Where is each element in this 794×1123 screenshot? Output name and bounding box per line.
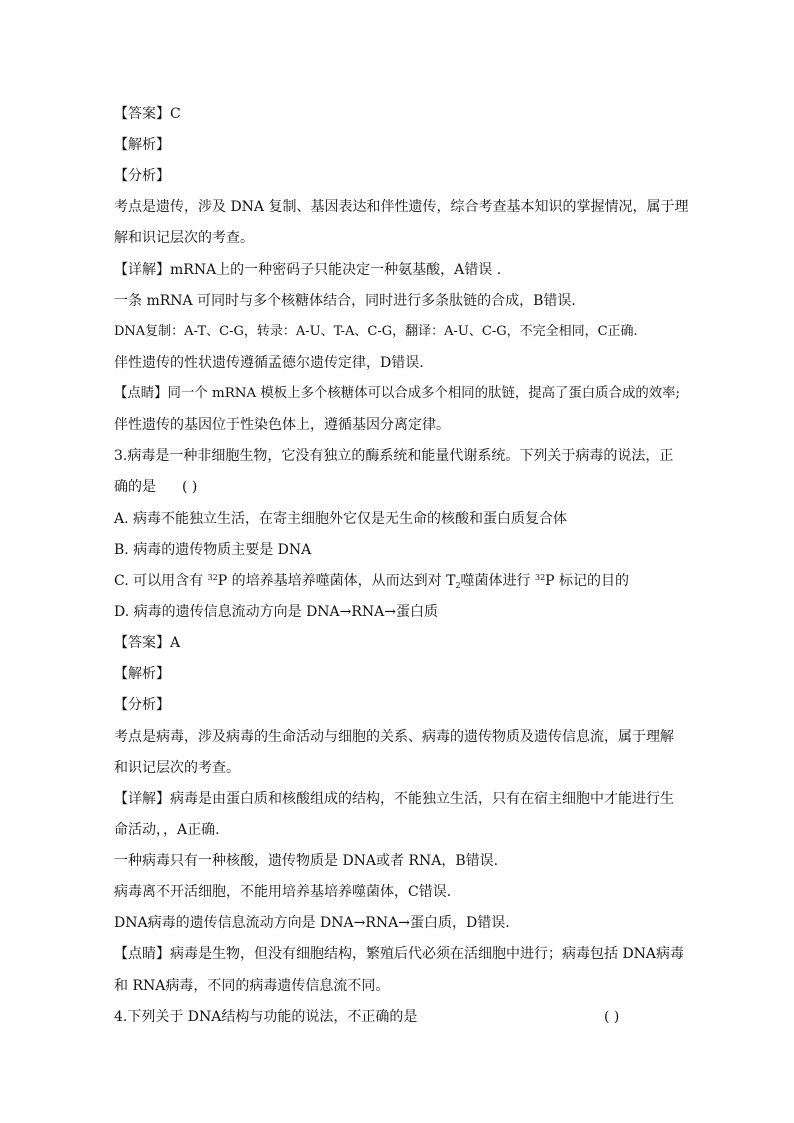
option-c-text-3: 噬菌体进行 (460, 573, 535, 589)
q3-detail-line-1: 【详解】病毒是由蛋白质和核酸组成的结构，不能独立生活，只有在宿主细胞中才能进行生 (114, 791, 674, 807)
q3-detail-line-3: 一种病毒只有一种核酸，遗传物质是 DNA或者 RNA，B错误. (114, 853, 499, 869)
q2-detail-line-4: 伴性遗传的性状遗传遵循孟德尔遗传定律，D错误. (114, 355, 424, 371)
q3-stem-text: 确的是 (114, 479, 156, 495)
q2-analysis-line-1: 考点是遗传，涉及 DNA 复制、基因表达和伴性遗传，综合考查基本知识的掌握情况，属于理 (114, 199, 689, 215)
q3-comment-line-1: 【点睛】病毒是生物，但没有细胞结构，繁殖后代必须在活细胞中进行；病毒包括 DNA病毒 (114, 946, 685, 962)
q3-option-c (114, 572, 629, 592)
q3-analysis-line-2: 和识记层次的考查。 (114, 760, 240, 776)
q3-detail-line-5: DNA病毒的遗传信息流动方向是 DNA→RNA→蛋白质，D错误. (114, 915, 510, 931)
q2-detail-line-3: DNA复制：A-T、C-G，转录：A-U、T-A、C-G，翻译：A-U、C-G，不完全相同，C正确. (114, 324, 638, 339)
option-c-text-2: P 的培养基培养噬菌体，从而达到对 T (217, 573, 456, 589)
option-c-text-4: P 标记的目的 (545, 573, 630, 589)
q3-analysis-line-1: 考点是病毒，涉及病毒的生命活动与细胞的关系、病毒的遗传物质及遗传信息流，属于理解 (114, 729, 674, 745)
q2-jiexi-heading: 【解析】 (114, 137, 170, 153)
subscript-2: 2 (455, 581, 461, 590)
q3-stem-line-2 (114, 478, 198, 496)
q3-detail-line-4: 病毒离不开活细胞，不能用培养基培养噬菌体，C错误. (114, 884, 452, 900)
option-c-text-1: C. 可以用含有 (114, 573, 208, 589)
q3-comment-line-2: 和 RNA病毒，不同的病毒遗传信息流不同。 (114, 978, 390, 994)
q3-jiexi-heading: 【解析】 (114, 666, 170, 682)
q2-fenxi-heading: 【分析】 (114, 168, 170, 184)
q3-answer-blank: ( ) (182, 479, 198, 495)
q2-detail-line-1: 【详解】mRNA上的一种密码子只能决定一种氨基酸，A错误 . (114, 262, 502, 278)
q3-option-b: B. 病毒的遗传物质主要是 DNA (114, 542, 312, 558)
q4-stem-text: 4.下列关于 DNA结构与功能的说法，不正确的是 (114, 1009, 418, 1025)
q3-option-d: D. 病毒的遗传信息流动方向是 DNA→RNA→蛋白质 (114, 604, 439, 620)
q2-analysis-line-2: 解和识记层次的考查。 (114, 230, 254, 246)
q2-detail-line-2: 一条 mRNA 可同时与多个核糖体结合，同时进行多条肽链的合成，B错误. (114, 293, 576, 309)
q2-answer: 【答案】C (114, 106, 181, 122)
q3-option-a: A. 病毒不能独立生活，在寄主细胞外它仅是无生命的核酸和蛋白质复合体 (114, 511, 568, 527)
q3-detail-line-2: 命活动，，A正确. (114, 822, 220, 838)
superscript-32: 32 (534, 573, 546, 582)
q2-comment-line-2: 伴性遗传的基因位于性染色体上，遵循基因分离定律。 (114, 417, 450, 433)
q3-stem-line-1: 3.病毒是一种非细胞生物，它没有独立的酶系统和能量代谢系统。下列关于病毒的说法，正 (114, 448, 674, 464)
q4-stem (114, 1008, 654, 1026)
q4-answer-blank: ( ) (604, 1009, 620, 1025)
q3-answer: 【答案】A (114, 635, 181, 651)
q2-comment-line-1: 【点睛】同一个 mRNA 模板上多个核糖体可以合成多个相同的肽链，提高了蛋白质合成的效率; (114, 386, 681, 401)
superscript-32: 32 (207, 573, 218, 582)
q3-fenxi-heading: 【分析】 (114, 697, 170, 713)
